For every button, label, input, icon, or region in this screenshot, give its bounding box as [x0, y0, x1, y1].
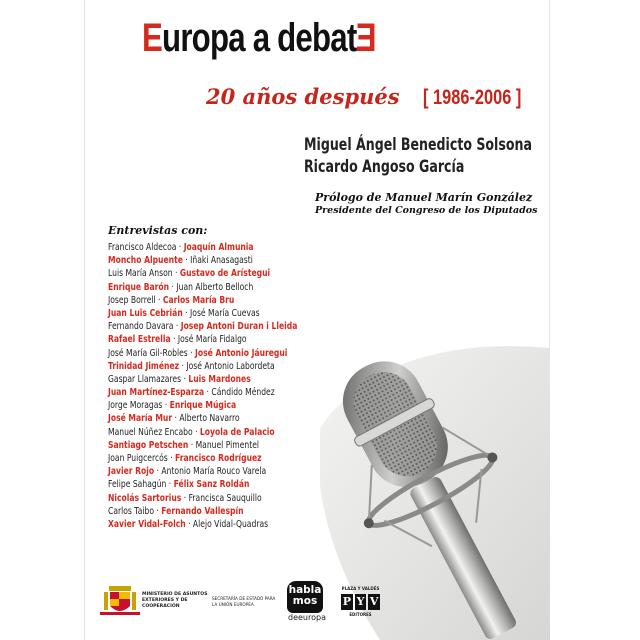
prologue-credit: Prólogo de Manuel Marín González	[315, 191, 533, 204]
title-initial: E	[142, 16, 163, 60]
publisher-logo	[341, 594, 380, 610]
interviewee-name: Francisca Sauquillo	[188, 492, 262, 504]
name-separator: ·	[162, 400, 170, 412]
interviewee-name: Loyola de Palacio	[199, 426, 275, 438]
interviewee-name: Cándido Méndez	[211, 387, 275, 399]
interview-line	[108, 333, 354, 346]
title-final-mirrored: E	[356, 16, 377, 60]
name-separator: ·	[181, 492, 189, 504]
author-2: Ricardo Angoso García	[304, 157, 465, 177]
interviewee-name: Manuel Pimentel	[195, 439, 260, 451]
publisher-letter-p: P	[342, 595, 351, 608]
interview-line	[108, 439, 354, 452]
interviewee-name: Francisco Aldecoa	[108, 242, 177, 253]
secretaria-text: SECRETARÍA DE ESTADO PARA LA UNIÓN EUROPEA	[212, 596, 276, 607]
interviewee-name: Javier Rojo	[108, 466, 155, 478]
interviewee-name: Antonio María Rouco Varela	[161, 466, 267, 478]
publisher-letter-y: Y	[356, 595, 365, 608]
years-range: [ 1986-2006 ]	[423, 86, 522, 109]
interview-line	[108, 347, 354, 360]
cover-edge-left	[84, 0, 85, 640]
name-separator: ·	[167, 453, 176, 464]
interviewee-name: Enrique Barón	[108, 281, 170, 293]
interviewee-name: Félix Sanz Roldán	[173, 479, 250, 491]
name-separator: ·	[188, 439, 196, 451]
interviewee-name: Gustavo de Arístegui	[179, 268, 271, 280]
interviewee-name: José María Gil-Robles	[108, 347, 188, 359]
interview-line	[108, 281, 354, 294]
name-separator: ·	[192, 426, 200, 438]
author-1: Miguel Ángel Benedicto Solsona	[304, 135, 532, 155]
interviewee-name: Josep Antoni Duran i Lleida	[180, 321, 298, 333]
interview-line	[108, 426, 354, 439]
interviewee-name: Jorge Moragas	[108, 400, 163, 412]
hablamos-logo	[287, 581, 323, 613]
interviewee-name: Enrique Múgica	[169, 400, 237, 412]
interviewee-name: Alejo Vidal-Quadras	[192, 518, 269, 530]
interviewee-name: Nicolás Sartorius	[108, 492, 182, 504]
interview-line	[108, 505, 354, 518]
interview-line	[108, 307, 354, 320]
name-separator: ·	[173, 321, 181, 333]
interview-line	[108, 412, 354, 425]
interview-line	[108, 452, 354, 465]
book-subtitle: 20 años después	[206, 84, 400, 109]
interview-line	[108, 267, 354, 280]
interviewee-name: José Antonio Labordeta	[186, 360, 275, 372]
interview-line	[108, 241, 354, 254]
interviewee-name: Luis Mardones	[188, 373, 251, 385]
interviewee-name: Santiago Petschen	[108, 439, 189, 451]
interview-line	[108, 254, 354, 267]
name-separator: ·	[179, 360, 187, 372]
name-separator: ·	[182, 307, 191, 319]
interview-line	[108, 478, 354, 491]
name-separator: ·	[182, 255, 191, 267]
publisher-name: PLAZA Y VALDÉS	[341, 586, 380, 591]
name-separator: ·	[170, 334, 178, 346]
publisher-editores: EDITORES	[349, 612, 372, 617]
name-separator: ·	[153, 505, 162, 517]
title-middle: uropa a debat	[162, 16, 357, 60]
interview-line	[108, 373, 354, 386]
interviewee-name: Fernando Vallespín	[161, 505, 244, 517]
ministry-text: MINISTERIO DE ASUNTOS EXTERIORES Y DE COOPERACIÓN	[142, 592, 208, 609]
interview-line	[108, 518, 354, 531]
interview-line	[108, 465, 354, 478]
interviewee-name: Luis María Anson	[108, 268, 173, 280]
name-separator: ·	[181, 373, 189, 385]
interviewee-name: Manuel Núñez Encabo	[108, 426, 193, 438]
name-separator: ·	[154, 466, 162, 478]
interviewee-name: Gaspar Llamazares	[108, 373, 182, 385]
interviewee-name: Rafael Estrella	[108, 334, 171, 346]
interview-line	[108, 399, 354, 412]
name-separator: ·	[169, 281, 177, 293]
interview-line	[108, 294, 354, 307]
interviewee-name: Francisco Rodríguez	[175, 453, 262, 464]
interviewee-name: José Antonio Jáuregui	[195, 347, 288, 359]
name-separator: ·	[176, 242, 184, 253]
name-separator: ·	[172, 268, 180, 280]
interviewee-name: Joan Puigcercós	[108, 453, 168, 464]
interview-line	[108, 320, 354, 333]
interviews-heading: Entrevistas con:	[108, 224, 208, 237]
name-separator: ·	[185, 518, 193, 530]
interviewee-name: Juan Alberto Belloch	[176, 281, 254, 293]
interviewee-name: Moncho Alpuente	[108, 255, 183, 267]
interviewee-name: Juan Luis Cebrián	[108, 307, 183, 319]
prologue-author-role: Presidente del Congreso de los Diputados	[315, 205, 538, 216]
interview-line	[108, 360, 354, 373]
interviewee-name: Iñaki Anasagasti	[190, 255, 253, 267]
interviewee-name: Joaquín Almunia	[183, 242, 254, 253]
interviewee-name: Carlos Taibo	[108, 505, 154, 517]
hablamos-line-1: habla	[288, 584, 322, 596]
interviewee-name: Josep Borrell	[108, 294, 156, 306]
interview-line	[108, 492, 354, 505]
name-separator: ·	[166, 479, 174, 491]
interview-line	[108, 386, 354, 399]
name-separator: ·	[187, 347, 196, 359]
hablamos-line-2: mos	[292, 595, 318, 607]
interviewee-name: Xavier Vidal-Folch	[108, 518, 186, 530]
book-title	[142, 16, 376, 61]
interviewee-name: Felipe Sahagún	[108, 479, 167, 491]
name-separator: ·	[172, 413, 180, 425]
interviewee-name: Juan Martínez-Esparza	[108, 387, 205, 399]
interviewee-name: Carlos María Bru	[162, 294, 235, 306]
name-separator: ·	[155, 294, 163, 306]
interviewee-name: José María Fidalgo	[177, 334, 247, 346]
spanish-coat-of-arms-icon	[100, 584, 140, 618]
name-separator: ·	[204, 387, 212, 399]
interviewee-name: José María Cuevas	[190, 307, 260, 319]
publisher-letter-v: V	[369, 595, 379, 608]
interviewee-name: Trinidad Jiménez	[108, 360, 180, 372]
hablamos-subtitle: deeuropa	[288, 613, 326, 622]
interviewee-name: Alberto Navarro	[179, 413, 240, 425]
interviewee-name: José María Mur	[108, 413, 173, 425]
interviewee-name: Fernando Davara	[108, 321, 174, 333]
